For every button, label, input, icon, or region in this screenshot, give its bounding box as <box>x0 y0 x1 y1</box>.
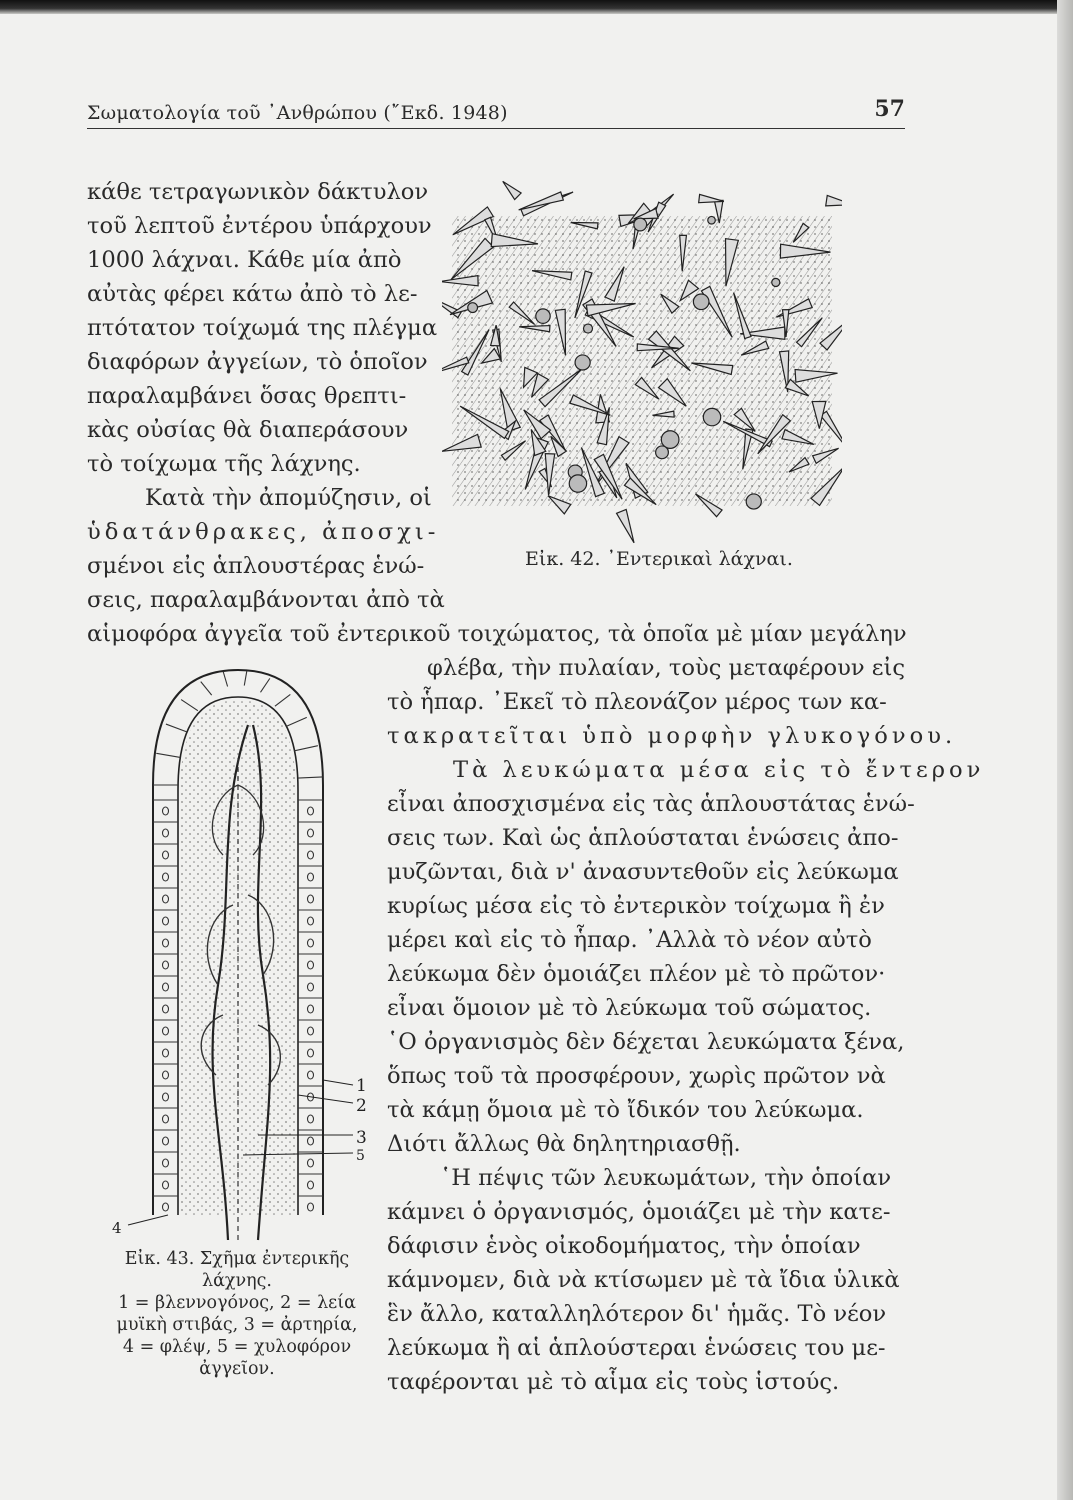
text-line: δάφισιν ἑνὸς οἰκοδομήματος, τὴν ὁποίαν <box>387 1233 861 1259</box>
cell-nucleus <box>308 1203 314 1211</box>
cell-nucleus <box>163 807 169 815</box>
cell-nucleus <box>163 1159 169 1167</box>
text-line-full: αἱμοφόρα ἀγγεῖα τοῦ ἐντερικοῦ τοιχώματος, τὰ ὁποῖα μὲ μίαν μεγάλην <box>87 621 907 647</box>
text-line: πτότατον τοίχωμά της πλέγμα <box>87 315 438 341</box>
villus-bulb <box>656 446 669 459</box>
figure-43-label: 5 <box>356 1148 365 1164</box>
figure-43-label: 2 <box>356 1096 367 1116</box>
text-line: ὑδατάνθρακες, ἀποσχι- <box>87 519 440 545</box>
cell-nucleus <box>163 961 169 969</box>
text-line: εἶναι ὅμοιον μὲ τὸ λεύκωμα τοῦ σώματος. <box>387 995 872 1021</box>
cell-nucleus <box>163 1049 169 1057</box>
text-line: μέρει καὶ εἰς τὸ ἧπαρ. ᾿Αλλὰ τὸ νέον αὐτὸ <box>387 927 872 953</box>
running-head: Σωματολογία τοῦ ᾿Ανθρώπου (῎Εκδ. 1948) <box>87 102 508 124</box>
text-line: Τὰ λευκώματα μέσα εἰς τὸ ἔντερον <box>453 757 985 783</box>
caption-line: Εἰκ. 43. Σχῆμα ἐντερικῆς <box>124 1249 350 1269</box>
cell-nucleus <box>163 939 169 947</box>
text-line: κὰς οὐσίας θὰ διαπεράσουν <box>87 417 409 443</box>
epithelial-cell-border <box>287 717 307 726</box>
villus-bulb <box>583 324 592 333</box>
villus-bulb <box>634 218 647 231</box>
page-header <box>87 96 905 129</box>
epithelial-cell-border <box>260 678 269 692</box>
text-line: Κατὰ τὴν ἀπομύζησιν, οἱ <box>145 485 432 511</box>
text-line: λεύκωμα ἢ αἱ ἁπλούστεραι ἑνώσεις του με- <box>387 1335 886 1361</box>
text-line: παραλαμβάνει ὅσας θρεπτι- <box>87 383 407 409</box>
cell-nucleus <box>163 1093 169 1101</box>
text-line: κάθε τετραγωνικὸν δάκτυλον <box>87 179 429 205</box>
text-line: ὅπως τοῦ τὰ προσφέρουν, χωρὶς πρῶτον νὰ <box>387 1063 886 1089</box>
cell-nucleus <box>308 851 314 859</box>
cell-nucleus <box>308 1137 314 1145</box>
cell-nucleus <box>308 1115 314 1123</box>
villus-bulb <box>703 408 720 425</box>
cell-nucleus <box>163 895 169 903</box>
scan-right-edge <box>1057 0 1073 1500</box>
villus-bulb <box>772 278 780 286</box>
cell-nucleus <box>163 1115 169 1123</box>
cell-nucleus <box>163 1203 169 1211</box>
text-line: κυρίως μέσα εἰς τὸ ἐντερικὸν τοίχωμα ἢ ἐν <box>387 893 885 919</box>
cell-nucleus <box>163 917 169 925</box>
cell-nucleus <box>308 917 314 925</box>
cell-nucleus <box>308 939 314 947</box>
text-line: τοῦ λεπτοῦ ἐντέρου ὑπάρχουν <box>87 213 432 239</box>
villus-bulb <box>693 294 709 310</box>
villus-bulb <box>569 475 586 492</box>
epithelial-cell-border <box>244 671 247 686</box>
caption-line: λάχνης. <box>202 1271 272 1291</box>
text-line: τὰ κάμῃ ὅμοια μὲ τὸ ἴδικόν του λεύκωμα. <box>387 1097 864 1123</box>
figure-43-label: 4 <box>112 1219 122 1237</box>
scan-top-edge <box>0 0 1073 14</box>
text-line: σεις, παραλαμβάνονται ἀπὸ τὰ <box>87 587 445 613</box>
villus-bulb <box>708 216 716 224</box>
figure-42-villi-illustration <box>442 176 842 544</box>
caption-line: μυϊκὴ στιβάς, 3 = ἀρτηρία, <box>116 1315 358 1335</box>
caption-line: ἀγγεῖον. <box>199 1359 275 1379</box>
cell-nucleus <box>163 851 169 859</box>
text-line: 1000 λάχναι. Κάθε μία ἀπὸ <box>87 247 402 273</box>
epithelial-cell-border <box>156 753 180 757</box>
cell-nucleus <box>308 1049 314 1057</box>
text-line: διαφόρων ἀγγείων, τὸ ὁποῖον <box>87 349 428 375</box>
epithelial-cell-border <box>223 672 227 687</box>
text-line: σεις των. Καὶ ὡς ἁπλούσταται ἑνώσεις ἀπο- <box>387 825 899 851</box>
cell-nucleus <box>308 1181 314 1189</box>
cell-nucleus <box>163 873 169 881</box>
cell-nucleus <box>163 829 169 837</box>
text-line: ἓν ἄλλο, καταλληλότερον δι' ἡμᾶς. Τὸ νέον <box>387 1301 887 1327</box>
figure-42-caption: Εἰκ. 42. ᾿Εντερικαὶ λάχναι. <box>525 548 793 570</box>
caption-line: 4 = φλέψ, 5 = χυλοφόρον <box>122 1337 352 1357</box>
cell-nucleus <box>308 961 314 969</box>
text-line: Διότι ἄλλως θὰ δηλητηριασθῇ. <box>387 1131 741 1157</box>
cell-nucleus <box>308 873 314 881</box>
epithelial-cell-border <box>298 777 323 778</box>
text-line: τακρατεῖται ὑπὸ μορφὴν γλυκογόνου. <box>387 723 957 749</box>
epithelial-cell-border <box>294 746 317 751</box>
figure-43-label: 1 <box>356 1076 367 1096</box>
villus-bulb <box>468 303 478 313</box>
text-line: σμένοι εἰς ἁπλουστέρας ἑνώ- <box>87 553 425 579</box>
page-number: 57 <box>874 96 905 122</box>
cell-nucleus <box>308 1159 314 1167</box>
text-line: κάμνομεν, διὰ νὰ κτίσωμεν μὲ τὰ ἴδια ὑλικὰ <box>387 1267 900 1293</box>
cell-nucleus <box>163 1005 169 1013</box>
figure-43-label: 3 <box>356 1128 367 1148</box>
text-line: ῾Ο ὀργανισμὸς δὲν δέχεται λευκώματα ξένα, <box>387 1029 905 1055</box>
cell-nucleus <box>163 983 169 991</box>
text-line: φλέβα, τὴν πυλαίαν, τοὺς μεταφέρουν εἰς <box>427 655 905 681</box>
cell-nucleus <box>308 807 314 815</box>
cell-nucleus <box>163 1071 169 1079</box>
text-line: κάμνει ὁ ὀργανισμός, ὁμοιάζει μὲ τὴν κατε- <box>387 1199 891 1225</box>
cell-nucleus <box>163 1027 169 1035</box>
text-line: ῾Η πέψις τῶν λευκωμάτων, τὴν ὁποίαν <box>440 1165 892 1191</box>
epithelial-cell-border <box>181 700 198 711</box>
caption-line: 1 = βλεννογόνος, 2 = λεία <box>118 1293 356 1313</box>
figure-43-villus-diagram <box>108 655 408 1245</box>
epithelial-cell-border <box>201 682 212 695</box>
villus-spike <box>503 181 521 199</box>
villus-spike <box>699 194 724 202</box>
text-line: τὸ ἧπαρ. ᾿Εκεῖ τὸ πλεονάζον μέρος των κα- <box>387 689 887 715</box>
cell-nucleus <box>308 1005 314 1013</box>
text-line: μυζῶνται, διὰ ν' ἀνασυντεθοῦν εἰς λεύκωμα <box>387 859 899 885</box>
text-line: ταφέρονται μὲ τὸ αἷμα εἰς τοὺς ἱστούς. <box>387 1369 840 1395</box>
text-line: αὐτὰς φέρει κάτω ἀπὸ τὸ λε- <box>87 281 418 307</box>
cell-nucleus <box>308 1071 314 1079</box>
villus-spike <box>617 509 634 542</box>
cell-nucleus <box>308 1027 314 1035</box>
villus-bulb <box>536 309 550 323</box>
epithelial-cell-border <box>275 694 290 706</box>
cell-nucleus <box>308 895 314 903</box>
villus-bulb <box>575 355 590 370</box>
text-line: τὸ τοίχωμα τῆς λάχνης. <box>87 451 361 477</box>
cell-nucleus <box>163 1137 169 1145</box>
villus-bulb <box>746 494 761 509</box>
text-line: εἶναι ἀποσχισμένα εἰς τὰς ἁπλουστάτας ἑνώ- <box>387 791 915 817</box>
epithelial-cell-border <box>166 724 187 732</box>
cell-nucleus <box>308 983 314 991</box>
figure-43-caption <box>87 1248 387 1380</box>
cell-nucleus <box>163 1181 169 1189</box>
text-line: λεύκωμα δὲν ὁμοιάζει πλέον μὲ τὸ πρῶτον· <box>387 961 886 987</box>
cell-nucleus <box>308 829 314 837</box>
villus-spike <box>826 195 842 205</box>
